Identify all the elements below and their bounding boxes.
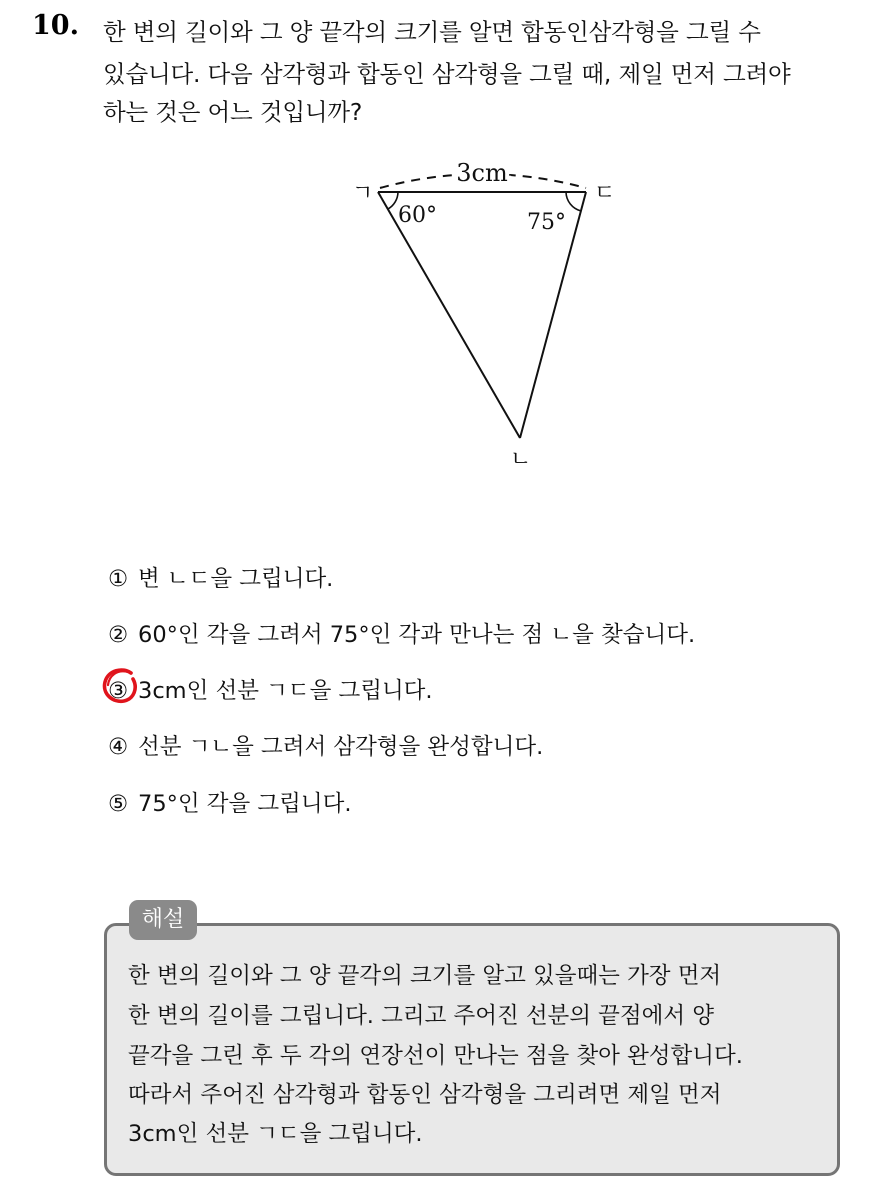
option-1[interactable] xyxy=(108,561,333,593)
option-4[interactable] xyxy=(108,729,543,761)
option-text: 75°인 각을 그립니다. xyxy=(138,791,352,817)
option-mark: ④ xyxy=(108,734,129,760)
option-mark: ⑤ xyxy=(108,791,129,817)
vertex-label-top-left: ㄱ xyxy=(352,181,374,206)
option-mark: ① xyxy=(108,566,129,592)
explanation-line-2: 한 변의 길이를 그립니다. 그리고 주어진 선분의 끝점에서 양 xyxy=(128,1003,715,1029)
option-text: 변 ㄴㄷ을 그립니다. xyxy=(138,566,334,592)
question-text-line-3: 하는 것은 어느 것입니까? xyxy=(103,98,363,126)
option-text: 60°인 각을 그려서 75°인 각과 만나는 점 ㄴ을 찾습니다. xyxy=(138,622,696,648)
option-mark: ③ xyxy=(108,678,129,704)
explanation-tag: 해설 xyxy=(129,900,197,940)
vertex-label-top-right: ㄷ xyxy=(594,181,616,206)
angle-arc-right xyxy=(566,192,581,211)
option-5[interactable] xyxy=(108,786,351,818)
side-length-label: 3cm xyxy=(456,159,508,187)
vertex-label-bottom: ㄴ xyxy=(510,447,532,472)
explanation-line-1: 한 변의 길이와 그 양 끝각의 크기를 알고 있을때는 가장 먼저 xyxy=(128,963,722,989)
angle-arc-left xyxy=(388,192,398,209)
question-text-line-2: 있습니다. 다음 삼각형과 합동인 삼각형을 그릴 때, 제일 먼저 그려야 xyxy=(103,60,791,88)
question-number: 10. xyxy=(32,10,79,41)
question-text-line-1: 한 변의 길이와 그 양 끝각의 크기를 알면 합동인삼각형을 그릴 수 xyxy=(103,18,761,46)
side-left xyxy=(378,192,520,438)
angle-left-label: 60° xyxy=(398,203,437,228)
explanation-line-3: 끝각을 그린 후 두 각의 연장선이 만나는 점을 찾아 완성합니다. xyxy=(128,1043,743,1069)
explanation-line-4: 따라서 주어진 삼각형과 합동인 삼각형을 그리려면 제일 먼저 xyxy=(128,1082,722,1108)
answer-circle-stroke xyxy=(104,670,135,701)
option-mark: ② xyxy=(108,622,129,648)
option-text: 선분 ㄱㄴ을 그려서 삼각형을 완성합니다. xyxy=(138,734,544,760)
explanation-line-5: 3cm인 선분 ㄱㄷ을 그립니다. xyxy=(128,1121,423,1147)
option-2[interactable] xyxy=(108,617,695,649)
angle-right-label: 75° xyxy=(527,210,566,235)
option-text: 3cm인 선분 ㄱㄷ을 그립니다. xyxy=(138,678,433,704)
triangle-figure xyxy=(0,0,884,520)
selected-answer-circle xyxy=(101,666,141,706)
option-3[interactable] xyxy=(108,673,433,705)
